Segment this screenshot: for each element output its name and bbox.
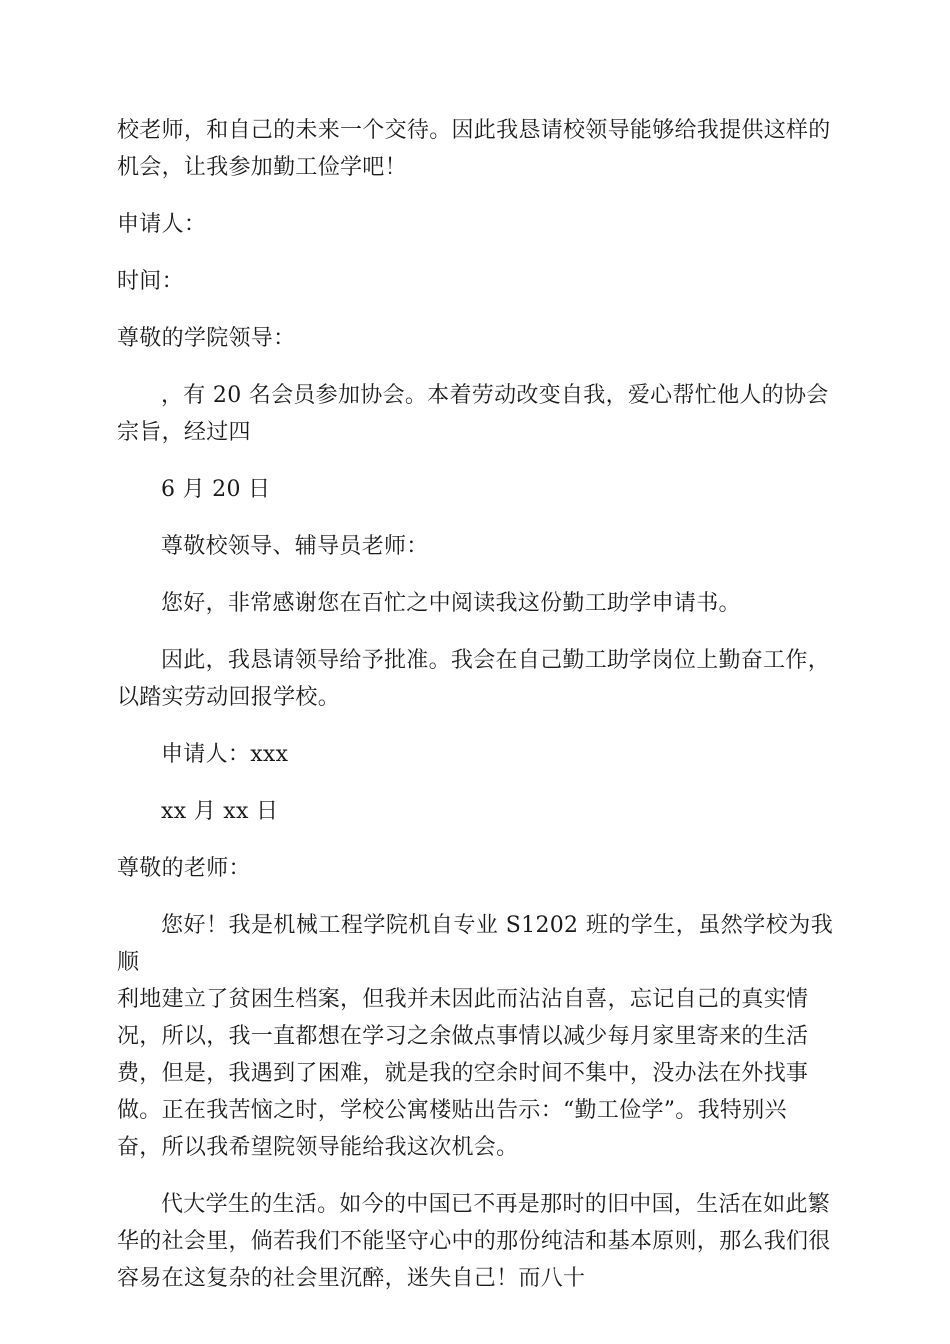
text-line: 6 月 20 日 xyxy=(161,477,271,502)
applicant-label xyxy=(117,206,833,243)
text-line: 宗旨，经过四 xyxy=(117,420,251,445)
text-line: 申请人： xyxy=(117,212,207,237)
date-line xyxy=(117,471,833,508)
text-line: 您好！我是机械工程学院机自专业 S1202 班的学生，虽然学校为我顺 xyxy=(117,913,833,975)
date-line xyxy=(117,793,833,830)
salutation xyxy=(117,320,833,357)
text-line: 机会，让我参加勤工俭学吧！ xyxy=(117,155,407,180)
text-line: 况，所以，我一直都想在学习之余做点事情以减少每月家里寄来的生活 xyxy=(117,1024,809,1049)
text-line: 申请人：xxx xyxy=(161,742,289,767)
text-line: 奋，所以我希望院领导能给我这次机会。 xyxy=(117,1135,519,1160)
text-line: 校老师，和自己的未来一个交待。因此我恳请校领导能够给我提供这样的 xyxy=(117,118,831,143)
text-line: ，有 20 名会员参加协会。本着劳动改变自我，爱心帮忙他人的协会 xyxy=(161,383,829,408)
text-line: 代大学生的生活。如今的中国已不再是那时的旧中国，生活在如此繁 xyxy=(161,1192,831,1217)
salutation xyxy=(117,528,833,565)
text-line: 费，但是，我遇到了困难，就是我的空余时间不集中，没办法在外找事 xyxy=(117,1061,809,1086)
text-line: 时间： xyxy=(117,269,184,294)
text-line: 因此，我恳请领导给予批准。我会在自己勤工助学岗位上勤奋工作， xyxy=(161,648,831,673)
text-line: 您好，非常感谢您在百忙之中阅读我这份勤工助学申请书。 xyxy=(161,591,741,616)
text-line: 以踏实劳动回报学校。 xyxy=(117,685,341,710)
paragraph xyxy=(117,377,833,451)
text-line: 利地建立了贫困生档案，但我并未因此而沾沾自喜，忘记自己的真实情 xyxy=(117,987,809,1012)
text-line: 尊敬的老师： xyxy=(117,856,251,881)
paragraph xyxy=(117,585,833,622)
text-line: 尊敬校领导、辅导员老师： xyxy=(161,534,429,559)
paragraph xyxy=(117,642,833,716)
document-page xyxy=(117,112,833,1317)
text-line: 尊敬的学院领导： xyxy=(117,326,296,351)
applicant-signature xyxy=(117,736,833,773)
paragraph xyxy=(117,112,833,186)
text-line: 华的社会里，倘若我们不能坚守心中的那份纯洁和基本原则，那么我们很 xyxy=(117,1229,831,1254)
paragraph xyxy=(117,1186,833,1297)
salutation xyxy=(117,850,833,887)
text-line: xx 月 xx 日 xyxy=(161,799,279,824)
text-line: 做。正在我苦恼之时，学校公寓楼贴出告示：“勤工俭学”。我特别兴 xyxy=(117,1098,787,1123)
text-line: 容易在这复杂的社会里沉醉，迷失自己！而八十 xyxy=(117,1266,586,1291)
time-label xyxy=(117,263,833,300)
paragraph xyxy=(117,907,833,1166)
